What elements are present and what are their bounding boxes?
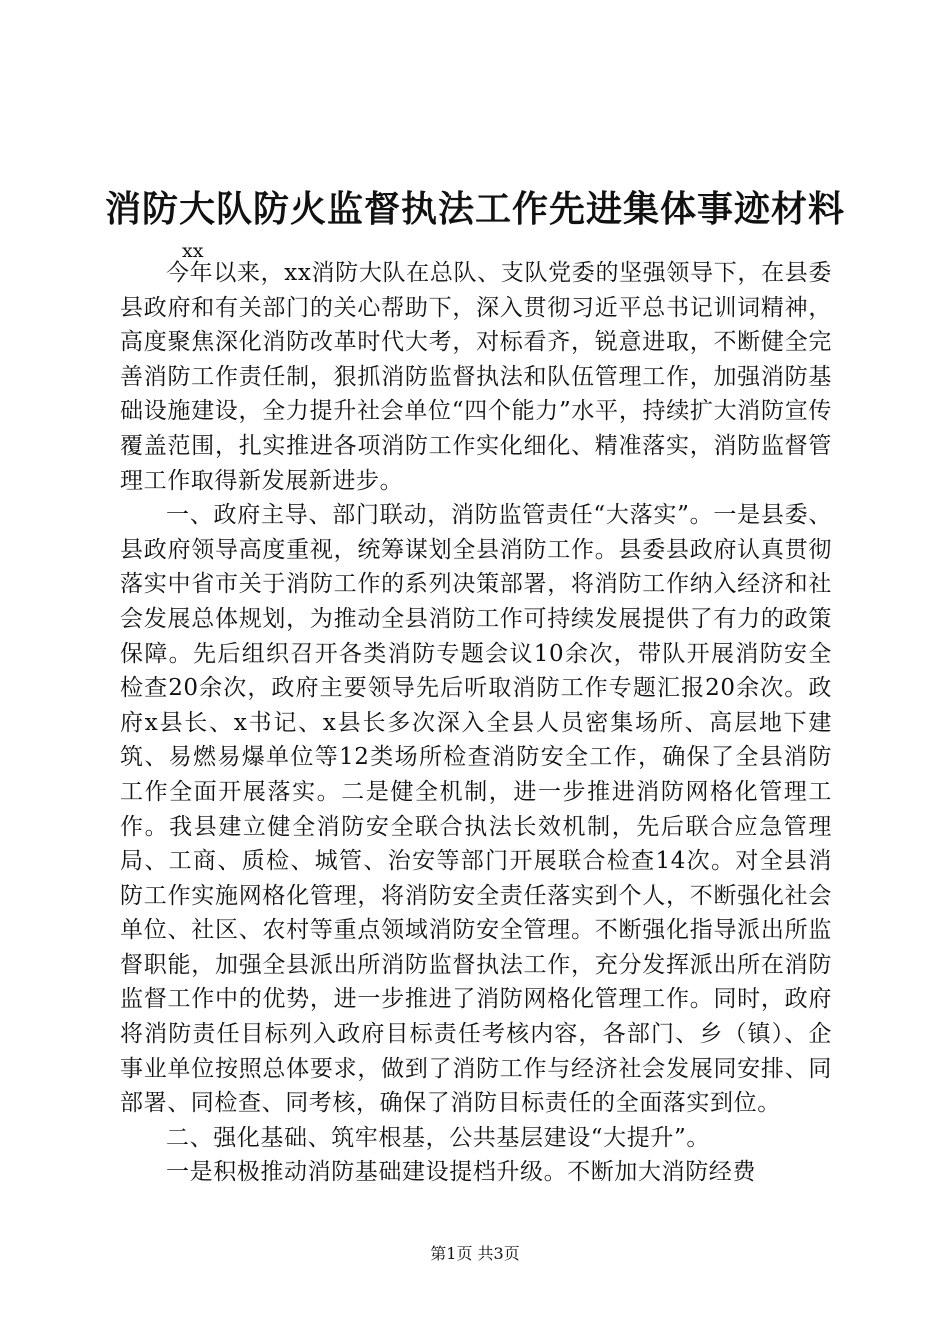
page-footer: 第1页 共3页 bbox=[430, 1244, 520, 1263]
document-body bbox=[120, 256, 832, 1190]
document-author: xx bbox=[182, 240, 204, 262]
body-paragraph-section-2-start: 一是积极推动消防基础建设提档升级。不断加大消防经费 bbox=[166, 1159, 756, 1186]
body-paragraph-intro: 今年以来，xx消防大队在总队、支队党委的坚强领导下，在县委县政府和有关部门的关心帮助下，深入贯彻习近平总书记训词精神，高度聚焦深化消防改革时代大考，对标看齐，锐意进取，不断健全完善消防工作责任制，狠抓消防监督执法和队伍管理工作，加强消防基础设施建设，全力提升社会单位“四个能力”水平，持续扩大消防宣传覆盖范围，扎实推进各项消防工作实化细化、精准落实，消防监督管理工作取得新发展新进步。 bbox=[120, 260, 832, 494]
document-title: 消防大队防火监督执法工作先进集体事迹材料 bbox=[104, 188, 845, 230]
body-paragraph-section-2-heading: 二、强化基础、筑牢根基，公共基层建设“大提升”。 bbox=[166, 1124, 710, 1151]
body-paragraph-section-1: 一、政府主导、部门联动，消防监管责任“大落实”。一是县委、县政府领导高度重视，统筹谋划全县消防工作。县委县政府认真贯彻落实中省市关于消防工作的系列决策部署，将消防工作纳入经济和社会发展总体规划，为推动全县消防工作可持续发展提供了有力的政策保障。先后组织召开各类消防专题会议10余次，带队开展消防安全检查20余次，政府主要领导先后听取消防工作专题汇报20余次。政府x县长、x书记、x县长多次深入全县人员密集场所、高层地下建筑、易燃易爆单位等12类场所检查消防安全工作，确保了全县消防工作全面开展落实。二是健全机制，进一步推进消防网格化管理工作。我县建立健全消防安全联合执法长效机制，先后联合应急管理局、工商、质检、城管、治安等部门开展联合检查14次。对全县消防工作实施网格化管理，将消防安全责任落实到个人，不断强化社会单位、社区、农村等重点领域消防安全管理。不断强化指导派出所监督职能，加强全县派出所消防监督执法工作，充分发挥派出所在消防监督工作中的优势，进一步推进了消防网格化管理工作。同时，政府将消防责任目标列入政府目标责任考核内容，各部门、乡（镇）、企事业单位按照总体要求，做到了消防工作与经济社会发展同安排、同部署、同检查、同考核，确保了消防目标责任的全面落实到位。 bbox=[120, 502, 832, 1117]
